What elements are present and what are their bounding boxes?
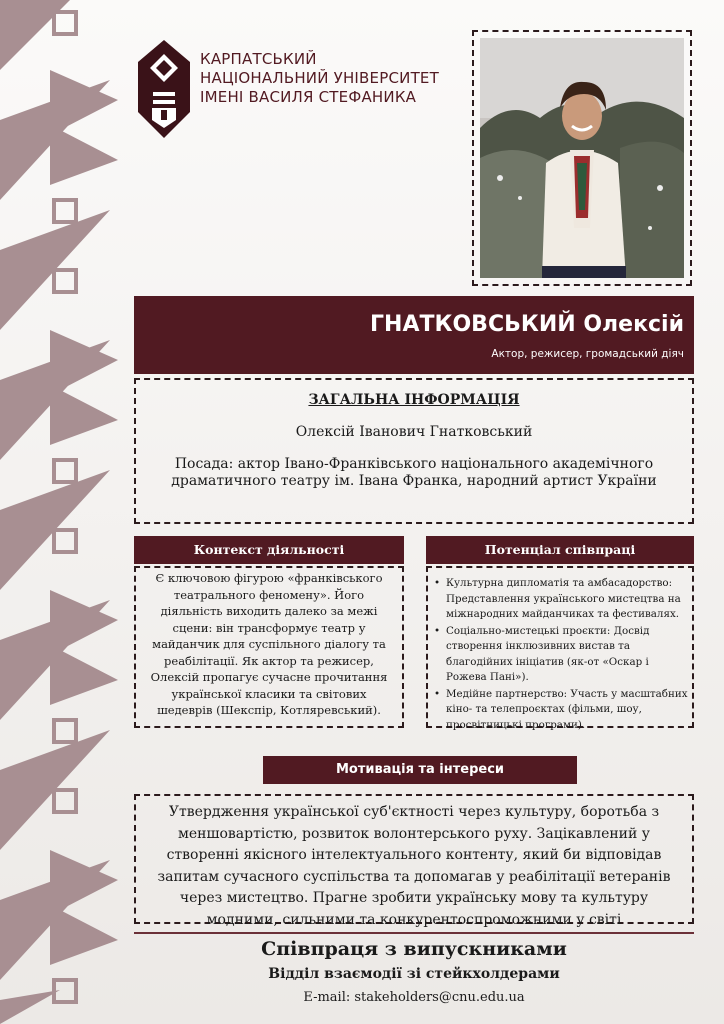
- bullet-icon: •: [434, 687, 441, 700]
- motivation-header: Мотивація та інтереси: [263, 756, 577, 784]
- general-position: Посада: актор Івано-Франківського національного академічного драматичного театру ім. Івана Франка, народний артист України: [171, 456, 657, 489]
- general-info-title: ЗАГАЛЬНА ІНФОРМАЦІЯ: [308, 392, 520, 408]
- name-banner: [134, 296, 694, 374]
- context-box: [134, 566, 404, 728]
- potential-item-text: Медійне партнерство: Участь у масштабних кіно- та телепроєктах (фільми, шоу, просвітницькі програми).: [446, 687, 688, 731]
- profile-name: ГНАТКОВСЬКИЙ Олексій: [370, 312, 684, 337]
- university-name-line2: НАЦІОНАЛЬНИЙ УНІВЕРСИТЕТ: [200, 69, 439, 87]
- university-name-line3: ІМЕНІ ВАСИЛЯ СТЕФАНИКА: [200, 88, 417, 106]
- general-full-name: Олексій Іванович Гнатковський: [295, 424, 533, 440]
- context-header: Контекст діяльності: [134, 536, 404, 564]
- university-name: [200, 50, 439, 107]
- ornament-border: [0, 0, 118, 1024]
- potential-item-text: Соціально-мистецькі проєкти: Досвід створення інклюзивних вистав та благодійних ініціатив (як-от «Оскар і Рожева Пані»).: [446, 624, 650, 683]
- footer-title: Співпраця з випускниками: [261, 938, 567, 960]
- potential-item-text: Культурна дипломатія та амбасадорство: Представлення українського мистецтва на міжнародних майданчиках та фестивалях.: [446, 577, 681, 620]
- bullet-icon: •: [434, 624, 441, 637]
- potential-box: [426, 566, 694, 731]
- list-item: [434, 624, 688, 686]
- university-name-line1: КАРПАТСЬКИЙ: [200, 50, 317, 68]
- profile-role: Актор, режисер, громадський діяч: [491, 348, 684, 360]
- context-text: Є ключовою фігурою «франківського театрального феномену». Його діяльність виходить далеко за межі сцени: він трансформує театр у майданчик для суспільного діалогу та реабілітації. Як актор та режисер, Олексій пропагує сучасне прочитання української класики та світових шедеврів (Шекспір, Котляревський).: [150, 571, 388, 717]
- footer-divider: [134, 932, 694, 934]
- potential-header: Потенціал співпраці: [426, 536, 694, 564]
- potential-list: [432, 576, 688, 734]
- bullet-icon: •: [434, 577, 441, 589]
- portrait-photo: [480, 38, 684, 278]
- footer-subtitle: Відділ взаємодії зі стейкхолдерами: [268, 966, 560, 982]
- university-logo: [138, 40, 190, 138]
- list-item: [434, 687, 688, 734]
- motivation-text: Утвердження української суб'єктності через культуру, боротьба з меншовартістю, розвиток волонтерського руху. Зацікавлений у створенні якісного інтелектуального контенту, який би відповідав запитам сучасного суспільства та допомагав у реабілітації ветеранів через мистецтво. Прагне зробити українську мову та культуру модними, сильними та конкурентоспроможними у світі: [157, 804, 671, 928]
- footer-email: E-mail: stakeholders@cnu.edu.ua: [303, 990, 525, 1005]
- motivation-box: [134, 794, 694, 928]
- portrait-frame: [472, 30, 692, 286]
- list-item: [434, 576, 688, 623]
- general-info-box: [134, 378, 694, 524]
